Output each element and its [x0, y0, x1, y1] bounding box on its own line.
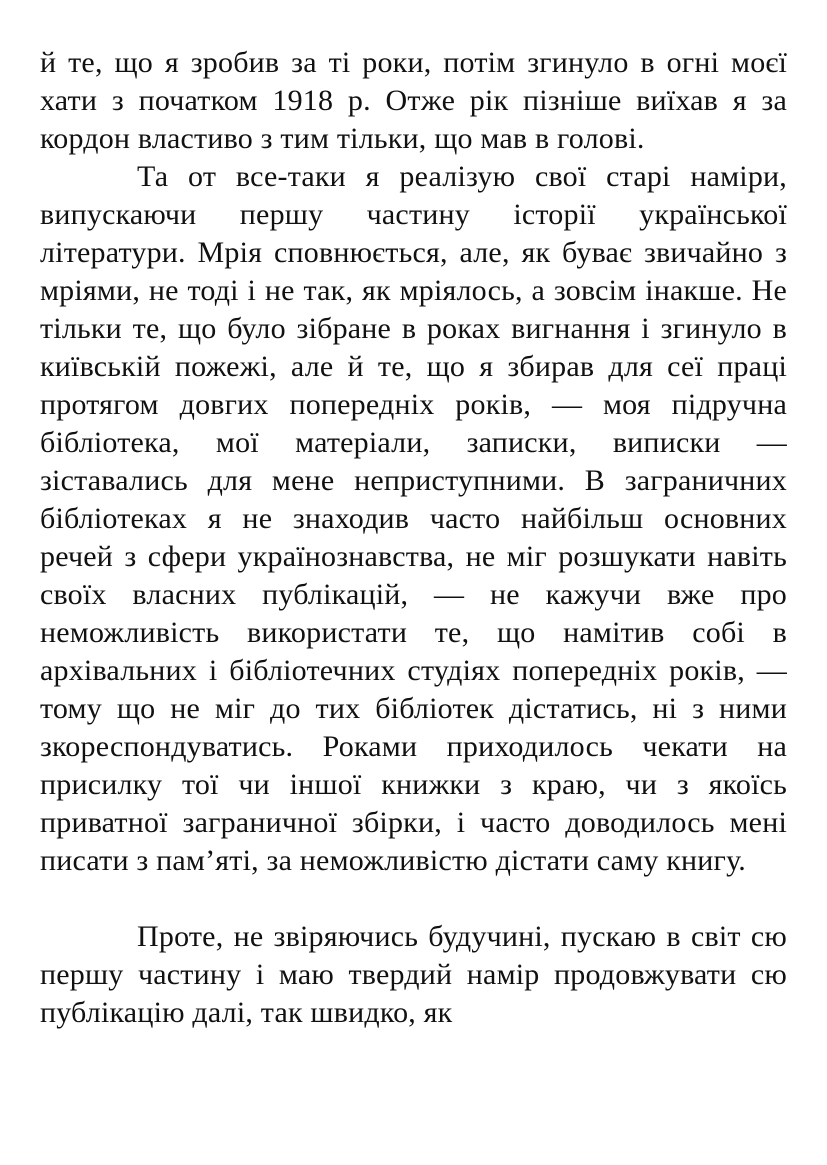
document-page [40, 44, 787, 1032]
paragraph-final: Проте, не звіряючись будучині, пускаю в світ сю першу частину і маю твердий намір продовжувати сю публікацію далі, так швидко, як [40, 920, 787, 1029]
paragraph-main: Та от все-таки я реалізую свої старі наміри, випускаючи першу частину історії української літератури. Мрія сповнюється, але, як буває звичайно з мріями, не тоді і не так, як мріялось, а зовсім інакше. Не тільки те, що було зібране в роках вигнання і згинуло в київській пожежі, але й те, що я збирав для сеї праці протягом довгих попередніх років, — моя підручна бібліотека, мої матеріали, записки, виписки — зіставались для мене неприступними. В заграничних бібліотеках я не знаходив часто найбільш основних речей з сфери українознавства, не міг розшукати навіть своїх власних публікацій, — не кажучи вже про неможливість використати те, що намітив собі в архівальних і бібліотечних студіях попередніх років, — тому що не міг до тих бібліотек дістатись, ні з ними зкореспондуватись. Роками приходилось чекати на присилку тої чи іншої книжки з краю, чи з якоїсь приватної заграничної збірки, і часто доводилось мені писати з пам’яті, за неможливістю дістати саму книгу. [40, 160, 787, 877]
paragraph-continuation: й те, що я зробив за ті роки, потім згинуло в огні моєї хати з початком 1918 р. Отже рік пізніше виїхав я за кордон властиво з тим тільки, що мав в голові. [40, 46, 787, 155]
